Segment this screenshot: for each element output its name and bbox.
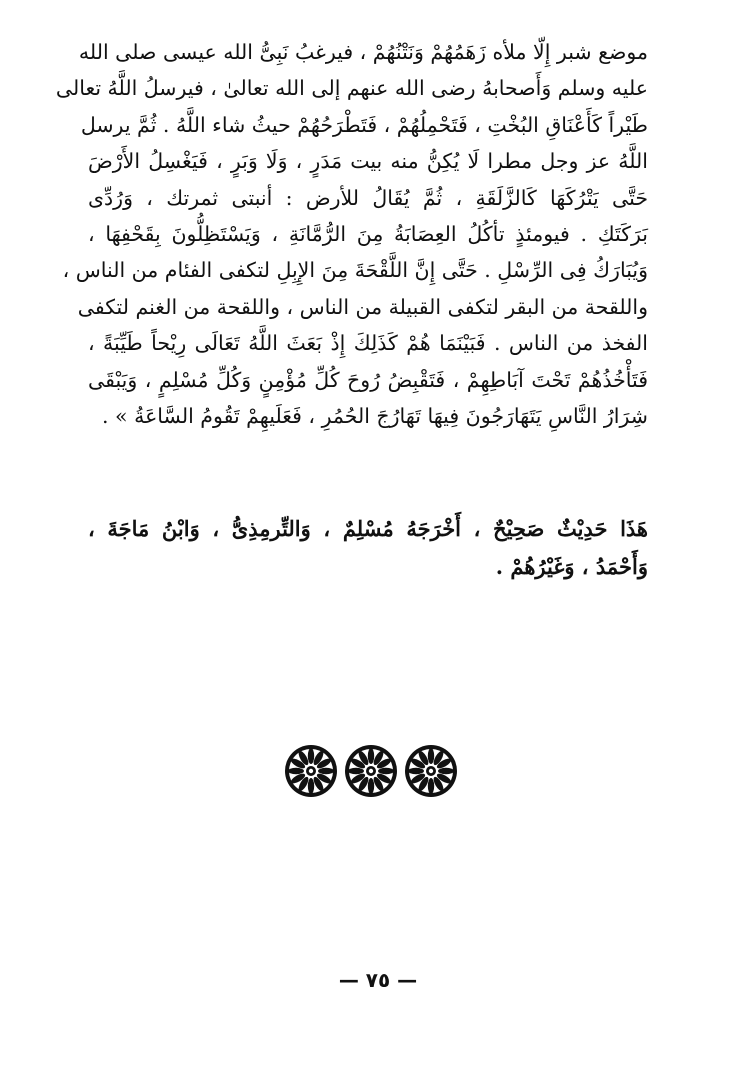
page-number: — ٧٥ —: [338, 968, 418, 992]
text-line-8: واللقحة من البقر لتكفى القبيلة من الناس ، واللقحة من الغنم لتكفى: [77, 294, 648, 319]
text-line-3: طَيْراً كَأَعْنَاقِ البُخْتِ ، فَتَحْمِلُهُمْ ، فَتَطْرَحُهُمْ حيثُ شاء اللَّهُ . ثُمَّ يرسل: [80, 112, 648, 137]
text-line-2: عليه وسلم وَأَصحابهُ رضى الله عنهم إلى الله تعالىٰ ، فيرسلُ اللَّهُ تعالى: [55, 76, 648, 101]
rosette-icon: [404, 744, 458, 798]
hadith-text: [55, 34, 648, 434]
hadith-grading-note: [88, 510, 648, 586]
rosette-icon: [344, 744, 398, 798]
text-line-4: اللَّهُ عز وجل مطرا لَا يُكِنُّ منه بيت مَدَرٍ ، وَلَا وَبَرٍ ، فَيَغْسِلُ الأَرْضَ: [88, 149, 648, 174]
triple-rosette-ornament-icon: [284, 740, 458, 802]
text-line-7: وَيُبَارَكُ فِى الرِّسْلِ . حَتَّى إِنَّ اللَّقْحَةَ مِنَ الإِبِلِ لتكفى الفئام من الناس ،: [62, 258, 648, 283]
text-line-6: بَرَكَتَكِ . فيومئذٍ تأكُلُ العِصَابَةُ مِنَ الرُّمَّانَةِ ، وَيَسْتَظِلُّونَ بِقَحْفِهَا ،: [88, 221, 648, 246]
rosette-icon: [284, 744, 338, 798]
text-line-5: حَتَّى يَتْرُكَهَا كَالزَّلَقَةِ ، ثُمَّ يُقَالُ للأرض : أنبتى ثمرتك ، وَرُدِّى: [88, 185, 648, 210]
text-line-11: شِرَارُ النَّاسِ يَتَهَارَجُونَ فِيهَا تَهَارُجَ الحُمُرِ ، فَعَلَيهِمْ تَقُومُ السَّاعَةُ » .: [101, 403, 648, 428]
note-line-1: هَذَا حَدِيْثٌ صَحِيْحٌ ، أَخْرَجَهُ مُسْلِمٌ ، وَالتِّرمِذِىُّ ، وَابْنُ مَاجَةَ ،: [88, 516, 648, 541]
text-line-1: موضع شبر إِلّا ملأه زَهَمُهُمْ وَنَتْنُهُمْ ، فيرغبُ نَبِىُّ الله عيسى صلى الله: [78, 40, 648, 64]
text-line-10: فَتَأْخُذُهُمْ تَحْتَ آبَاطِهِمْ ، فَتَقْبِضُ رُوحَ كُلِّ مُؤْمِنٍ وَكُلِّ مُسْلِمٍ ، وَيَبْقَى: [88, 367, 648, 392]
note-line-2: وَأَحْمَدُ ، وَغَيْرُهُمْ .: [495, 554, 648, 579]
text-line-9: الفخذ من الناس . فَبَيْنَمَا هُمْ كَذَلِكَ إِذْ بَعَثَ اللَّهُ تَعَالَى رِيْحاً طَيِّبَةً ،: [88, 331, 648, 356]
